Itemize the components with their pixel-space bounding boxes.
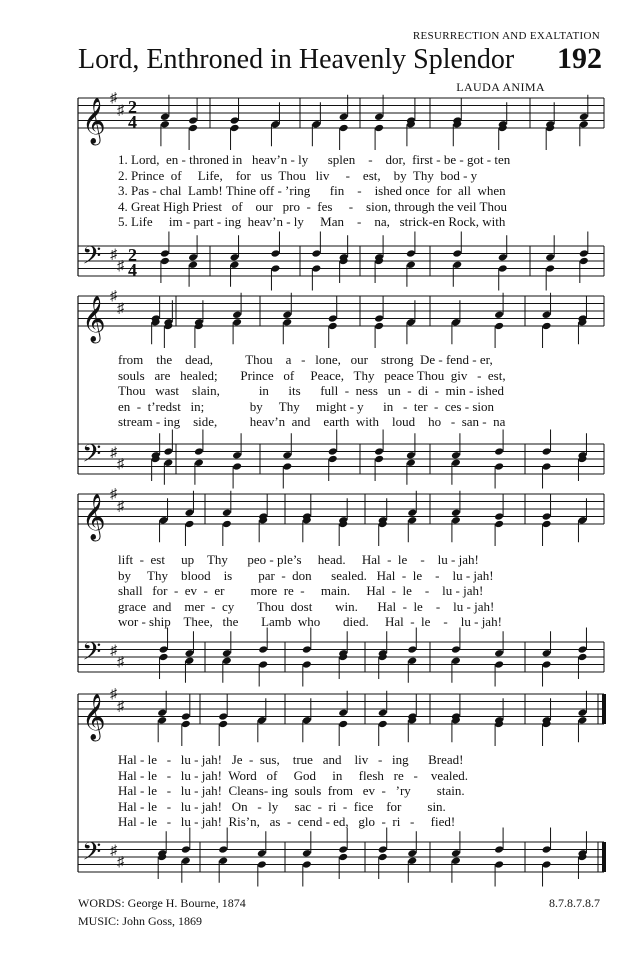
lyric-line: shall for - ev - er more re - main. Hal - le - lu - jah! [118,583,484,598]
notehead [282,318,292,327]
lyric-line: wor - ship Thee, the Lamb who died. Hal - le - lu - jah! [118,614,502,629]
lyric-line: en - t’redst in; by Thy might - y in - ter - ces - sion [118,398,494,414]
lyric-line: souls are healed; Prince of Peace, Thy peace Thou giv - est, [118,367,506,383]
notehead [339,112,349,121]
lyric-line: Hal - le - lu - jah! Cleans- ing souls from ev - ’ry stain. [118,783,465,798]
notehead [338,720,348,729]
notehead [494,845,504,854]
notehead [577,716,587,725]
bass-clef-icon: 𝄢 [82,638,102,672]
notehead [257,860,267,869]
notehead [545,264,555,273]
sharp-icon: ♯ [117,258,124,274]
notehead [270,249,280,258]
notehead [160,249,170,258]
notehead [184,649,194,658]
notehead [542,660,552,669]
notehead [270,264,280,273]
notehead [451,656,461,665]
notehead [184,656,194,665]
notehead [302,645,312,654]
hymn-category: RESURRECTION AND EXALTATION [412,30,600,42]
notehead [406,260,416,269]
meter: 8.7.8.7.8.7 [549,896,600,910]
notehead [579,112,589,121]
notehead [328,322,338,331]
notehead [258,645,268,654]
notehead [451,508,461,517]
notehead [378,845,388,854]
notehead [302,660,312,669]
hymn-title: Lord, Enthroned in Heavenly Splendor [78,44,515,75]
tune-name: LAUDA ANIMA [456,80,545,94]
treble-clef-icon: 𝄞 [82,494,106,539]
notehead [218,845,228,854]
notehead [218,720,228,729]
notehead [498,253,508,262]
notehead [282,462,292,471]
sharp-icon: ♯ [110,843,117,859]
lyric-line: 4. Great High Priest of our pro - fes - sion, through the veil Thou [118,198,507,214]
lyric-line: Hal - le - lu - jah! Ris’n, as - cend - ed, glo - ri - fied! [118,814,456,829]
notehead [163,447,173,456]
notehead [163,458,173,467]
notehead [494,462,504,471]
notehead [311,120,321,129]
lyric-line: by Thy blood is par - don sealed. Hal - le - lu - jah! [118,567,494,583]
notehead [160,257,170,266]
sharp-icon: ♯ [117,456,124,472]
notehead [494,649,504,658]
notehead [232,318,242,327]
notehead [194,458,204,467]
notehead [194,447,204,456]
notehead [258,660,268,669]
notehead [378,853,388,862]
sharp-icon: ♯ [110,289,117,304]
notehead [232,462,242,471]
notehead [302,860,312,869]
notehead [494,860,504,869]
notehead [542,520,552,529]
notehead [542,860,552,869]
notehead [230,116,240,125]
notehead [407,856,417,865]
notehead [302,716,312,725]
notehead [494,310,504,319]
bass-clef-icon: 𝄢 [82,242,102,276]
notehead [451,645,461,654]
notehead [328,455,338,464]
notehead [338,853,348,862]
sharp-icon: ♯ [110,643,117,659]
notehead [542,649,552,658]
hymn-number: 192 [557,42,602,75]
lyric-line: 5. Life im - part - ing heav’n - ly Man - na, strick-en Rock, with [118,214,506,229]
sharp-icon: ♯ [117,654,124,670]
notehead [378,720,388,729]
notehead [451,856,461,865]
sharp-icon: ♯ [110,487,117,502]
notehead [188,124,198,133]
treble-clef-icon: 𝄞 [82,694,106,739]
notehead [181,712,191,721]
notehead [579,120,589,129]
notehead [157,708,167,717]
notehead [542,322,552,331]
notehead [184,520,194,529]
lyric-line: 2. Prince of Life, for us Thou liv - est, by Thy bod - y [118,167,478,183]
sharp-icon: ♯ [117,301,124,317]
lyric-line: Thou wast slain, in its full - ness un - di - min - ished [118,383,505,398]
notehead [577,708,587,717]
sharp-icon: ♯ [117,103,124,119]
treble-clef-icon: 𝄞 [82,98,106,143]
sharp-icon: ♯ [110,91,117,106]
notehead [160,120,170,129]
bass-clef-icon: 𝄢 [82,440,102,474]
notehead [282,310,292,319]
time-signature-bottom: 4 [128,260,137,280]
notehead [542,447,552,456]
sharp-icon: ♯ [117,854,124,870]
notehead [302,849,312,858]
notehead [451,849,461,858]
notehead [451,516,461,525]
notehead [218,856,228,865]
music-credit: MUSIC: John Goss, 1869 [78,914,203,928]
notehead [222,520,232,529]
notehead [542,462,552,471]
time-signature-bottom: 4 [128,112,137,132]
notehead [494,447,504,456]
notehead [181,720,191,729]
notehead [579,249,589,258]
notehead [407,656,417,665]
notehead [282,451,292,460]
notehead [407,849,417,858]
notehead [577,516,587,525]
notehead [339,124,349,133]
notehead [498,264,508,273]
notehead [406,249,416,258]
lyric-line: Hal - le - lu - jah! On - ly sac - ri - fice for sin. [118,798,446,814]
sharp-icon: ♯ [110,445,117,461]
notehead [338,845,348,854]
time-signature-top: 2 [128,245,137,265]
notehead [184,508,194,517]
notehead [407,508,417,517]
notehead [542,845,552,854]
notehead [159,516,169,525]
notehead [328,314,338,323]
notehead [494,660,504,669]
notehead [494,322,504,331]
lyric-line: 1. Lord, en - throned in heav’n - ly splen - dor, first - be - got - ten [118,152,511,167]
words-credit: WORDS: George H. Bourne, 1874 [78,896,246,910]
notehead [452,249,462,258]
notehead [188,260,198,269]
notehead [232,310,242,319]
notehead [494,512,504,521]
lyric-line: from the dead, Thou a - lone, our strong De - fend - er, [118,352,493,367]
notehead [257,716,267,725]
notehead [452,260,462,269]
notehead [407,516,417,525]
notehead [311,264,321,273]
notehead [542,512,552,521]
lyric-line: lift - est up Thy peo - ple’s head. Hal - le - lu - jah! [118,552,479,567]
notehead [218,712,228,721]
notehead [230,253,240,262]
notehead [374,322,384,331]
treble-clef-icon: 𝄞 [82,296,106,341]
notehead [374,447,384,456]
notehead [451,458,461,467]
sharp-icon: ♯ [110,247,117,263]
notehead [159,645,169,654]
notehead [374,112,384,121]
time-signature-top: 2 [128,97,137,117]
notehead [406,318,416,327]
lyric-line: stream - ing side, heav’n and earth with loud ho - san - na [118,414,506,429]
notehead [451,318,461,327]
notehead [374,314,384,323]
notehead [579,257,589,266]
notehead [222,656,232,665]
bass-clef-icon: 𝄢 [82,838,102,872]
notehead [232,451,242,460]
notehead [222,508,232,517]
notehead [188,253,198,262]
notehead [230,260,240,269]
notehead [378,708,388,717]
notehead [157,716,167,725]
notehead [181,856,191,865]
notehead [406,458,416,467]
notehead [577,653,587,662]
notehead [159,653,169,662]
notehead [374,455,384,464]
notehead [406,451,416,460]
notehead [188,116,198,125]
notehead [374,124,384,133]
sharp-icon: ♯ [110,687,117,702]
lyric-line: Hal - le - lu - jah! Je - sus, true and liv - ing Bread! [118,752,464,767]
lyric-line: Hal - le - lu - jah! Word of God in flesh re - vealed. [118,767,468,783]
lyric-line: 3. Pas - chal Lamb! Thine off - ’ring fin - ished once for all when [118,183,506,198]
notehead [230,124,240,133]
notehead [407,645,417,654]
notehead [577,645,587,654]
notehead [257,849,267,858]
notehead [270,120,280,129]
notehead [181,845,191,854]
notehead [328,447,338,456]
sharp-icon: ♯ [117,499,124,515]
lyric-line: grace and mer - cy Thou dost win. Hal - le - lu - jah! [118,598,495,614]
notehead [338,708,348,717]
notehead [222,649,232,658]
notehead [545,253,555,262]
notehead [451,451,461,460]
notehead [311,249,321,258]
notehead [494,520,504,529]
notehead [160,112,170,121]
notehead [542,310,552,319]
sharp-icon: ♯ [117,699,124,715]
